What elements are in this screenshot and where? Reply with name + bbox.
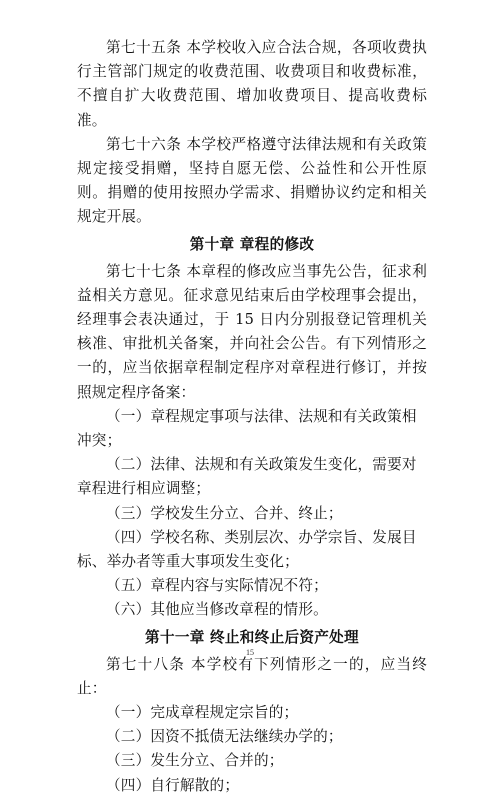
article-78-item: （四）自行解散的； bbox=[106, 776, 240, 794]
article-77-item: （五）章程内容与实际情况不符； bbox=[106, 577, 328, 595]
article-78-item: （二）因资不抵债无法继续办学的； bbox=[106, 728, 343, 746]
article-76: 第七十六条 本学校严格遵守法律法规和有关政策规定接受捐赠，坚持自愿无偿、公益性和公开性原则。捐赠的使用按照办学需求、捐赠协议约定和相关规定开展。 bbox=[77, 135, 427, 226]
article-77-item: （四）学校名称、类别层次、办学宗旨、发展目标、举办者等重大事项发生变化； bbox=[77, 528, 417, 571]
article-77-item: （三）学校发生分立、合并、终止； bbox=[106, 504, 343, 522]
chapter-10-heading: 第十章 章程的修改 bbox=[189, 235, 315, 253]
article-78-item: （一）完成章程规定宗旨的； bbox=[106, 704, 299, 722]
article-78-item: （三）发生分立、合并的； bbox=[106, 752, 284, 770]
chapter-11-heading: 第十一章 终止和终止后资产处理 bbox=[145, 628, 359, 646]
article-77-item: （一）章程规定事项与法律、法规和有关政策相冲突； bbox=[77, 407, 417, 450]
page-content bbox=[77, 36, 427, 798]
article-77-item: （六）其他应当修改章程的情形。 bbox=[106, 601, 328, 619]
page-number: 15 bbox=[246, 648, 254, 657]
article-77-item: （二）法律、法规和有关政策发生变化，需要对章程进行相应调整； bbox=[77, 456, 417, 498]
article-78: 第七十八条 本学校有下列情形之一的，应当终止： bbox=[77, 655, 427, 697]
article-77: 第七十七条 本章程的修改应当事先公告，征求利益相关方意见。征求意见结束后由学校理事会提出，经理事会表决通过，于 15 日内分别报登记管理机关核准、审批机关备案，并向社会公告。有下列情形之一的，应当依据章程制定程序对章程进行修订，并按照规定程序备案： bbox=[77, 262, 427, 401]
article-75: 第七十五条 本学校收入应合法合规，各项收费执行主管部门规定的收费范围、收费项目和收费标准，不擅自扩大收费范围、增加收费项目、提高收费标准。 bbox=[77, 39, 427, 129]
